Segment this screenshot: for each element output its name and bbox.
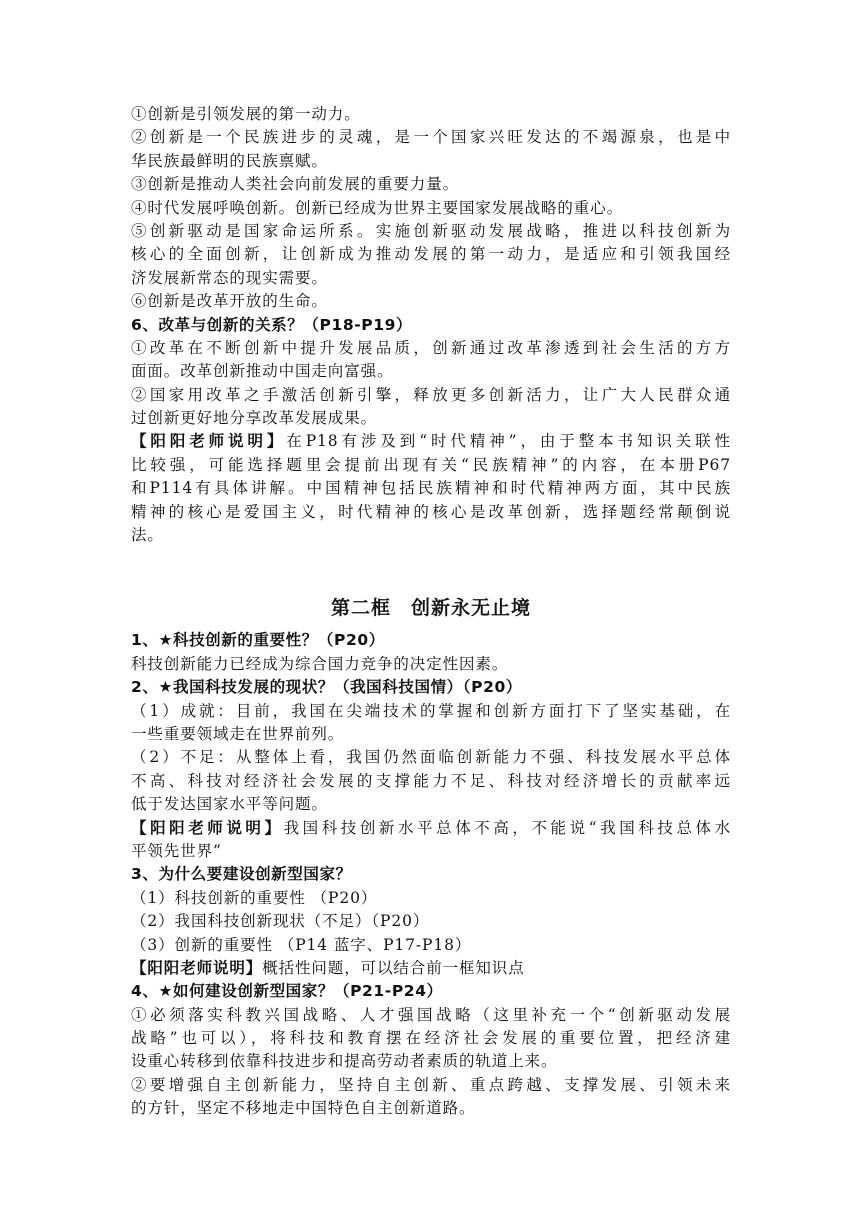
question-heading [131, 863, 731, 886]
line-text: （1）科技创新的重要性 （P20） [131, 888, 378, 907]
text-line [131, 910, 731, 933]
question-heading [131, 980, 731, 1003]
text-line [131, 150, 731, 173]
line-text: （1）成就：目前，我国在尖端技术的掌握和创新方面打下了坚实基础，在 [131, 701, 731, 720]
text-line [131, 407, 731, 430]
text-line [131, 1004, 731, 1027]
text-line [131, 454, 731, 477]
text-line [131, 1050, 731, 1073]
line-text: 6、改革与创新的关系？（P18-P19） [131, 315, 413, 334]
line-text: 平领先世界” [131, 841, 222, 860]
section-spacer [131, 547, 731, 593]
line-text: ①改革在不断创新中提升发展品质，创新通过改革渗透到社会生活的方方 [131, 338, 731, 357]
text-line [131, 197, 731, 220]
text-line [131, 430, 731, 453]
text-line [131, 793, 731, 816]
text-line [131, 126, 731, 149]
text-line [131, 477, 731, 500]
text-line [131, 723, 731, 746]
line-text: 概括性问题，可以结合前一框知识点 [262, 958, 525, 977]
line-text: 法。 [131, 526, 164, 545]
line-text: ①创新是引领发展的第一动力。 [131, 105, 361, 123]
text-line [131, 840, 731, 863]
question-heading [131, 629, 731, 652]
line-text: ④时代发展呼唤创新。创新已经成为世界主要国家发展战略的重心。 [131, 198, 624, 217]
text-line [131, 1074, 731, 1097]
line-text: 比较强，可能选择题里会提前出现有关“民族精神”的内容，在本册P67 [131, 455, 731, 474]
line-text: （2）我国科技创新现状（不足）（P20） [131, 912, 430, 931]
line-text: 科技创新能力已经成为综合国力竞争的决定性因素。 [131, 654, 509, 673]
question-heading [131, 314, 731, 337]
section-title: 第二框 创新永无止境 [330, 597, 531, 620]
line-text: 不高、科技对经济社会发展的支撑能力不足、科技对经济增长的贡献率远 [131, 771, 731, 790]
line-text: ②创新是一个民族进步的灵魂，是一个国家兴旺发达的不竭源泉，也是中 [131, 128, 731, 147]
text-line [131, 1097, 731, 1120]
line-text: （3）创新的重要性 （P14 蓝字、P17-P18） [131, 935, 472, 954]
text-line [131, 501, 731, 524]
text-line [131, 934, 731, 957]
teacher-note-label: 【阳阳老师说明】 [131, 818, 284, 837]
line-text: 面面。改革创新推动中国走向富强。 [131, 362, 394, 381]
text-line [131, 700, 731, 723]
section-part-2 [131, 629, 731, 1120]
line-text: 3、为什么要建设创新型国家？ [131, 865, 352, 884]
text-line [131, 817, 731, 840]
line-text: ③创新是推动人类社会向前发展的重要力量。 [131, 175, 460, 194]
line-text: 精神的核心是爱国主义，时代精神的核心是改革创新，选择题经常颠倒说 [131, 502, 731, 521]
line-text: 4、★如何建设创新型国家？（P21-P24） [131, 982, 443, 1001]
line-text: 我国科技创新水平总体不高，不能说“我国科技总体水 [283, 818, 731, 837]
text-line [131, 770, 731, 793]
line-text: 1、★科技创新的重要性？（P20） [131, 631, 385, 650]
text-line [131, 243, 731, 266]
teacher-note-label: 【阳阳老师说明】 [131, 432, 287, 451]
line-text: ①必须落实科教兴国战略、人才强国战略（这里补充一个“创新驱动发展 [131, 1005, 731, 1024]
text-line [131, 103, 731, 126]
text-line [131, 653, 731, 676]
text-line [131, 337, 731, 360]
text-line [131, 1027, 731, 1050]
line-text: 2、★我国科技发展的现状？（我国科技国情）（P20） [131, 678, 522, 697]
text-line [131, 887, 731, 910]
line-text: （2）不足：从整体上看，我国仍然面临创新能力不强、科技发展水平总体 [131, 748, 731, 767]
line-text: ②要增强自主创新能力，坚持自主创新、重点跨越、支撑发展、引领未来 [131, 1075, 731, 1094]
text-line [131, 524, 731, 547]
text-line [131, 384, 731, 407]
line-text: 的方针，坚定不移地走中国特色自主创新道路。 [131, 1099, 476, 1118]
line-text: 战略”也可以），将科技和教育摆在经济社会发展的重要位置，把经济建 [131, 1029, 731, 1048]
line-text: 一些重要领域走在世界前列。 [131, 724, 345, 743]
line-text: ②国家用改革之手激活创新引擎，释放更多创新活力，让广大人民群众通 [131, 385, 731, 404]
text-line [131, 290, 731, 313]
section-part-1 [131, 103, 731, 547]
line-text: 华民族最鲜明的民族禀赋。 [131, 151, 328, 170]
line-text: 和P114有具体讲解。中国精神包括民族精神和时代精神两方面，其中民族 [131, 479, 731, 498]
line-text: 在P18有涉及到“时代精神”，由于整本书知识关联性 [286, 432, 731, 451]
text-line [131, 957, 731, 980]
line-text: 低于发达国家水平等问题。 [131, 795, 328, 814]
text-line [131, 746, 731, 769]
line-text: 过创新更好地分享改革发展成果。 [131, 409, 378, 428]
text-line [131, 267, 731, 290]
line-text: 核心的全面创新，让创新成为推动发展的第一动力，是适应和引领我国经 [131, 245, 731, 264]
document-body [131, 103, 731, 1121]
line-text: ⑥创新是改革开放的生命。 [131, 292, 328, 311]
line-text: 济发展新常态的现实需要。 [131, 268, 328, 287]
line-text: 设重心转移到依靠科技进步和提高劳动者素质的轨道上来。 [131, 1052, 558, 1071]
text-line [131, 360, 731, 383]
line-text: ⑤创新驱动是国家命运所系。实施创新驱动发展战略，推进以科技创新为 [131, 221, 731, 240]
text-line [131, 220, 731, 243]
teacher-note-label: 【阳阳老师说明】 [131, 958, 263, 977]
text-line [131, 173, 731, 196]
question-heading [131, 676, 731, 699]
